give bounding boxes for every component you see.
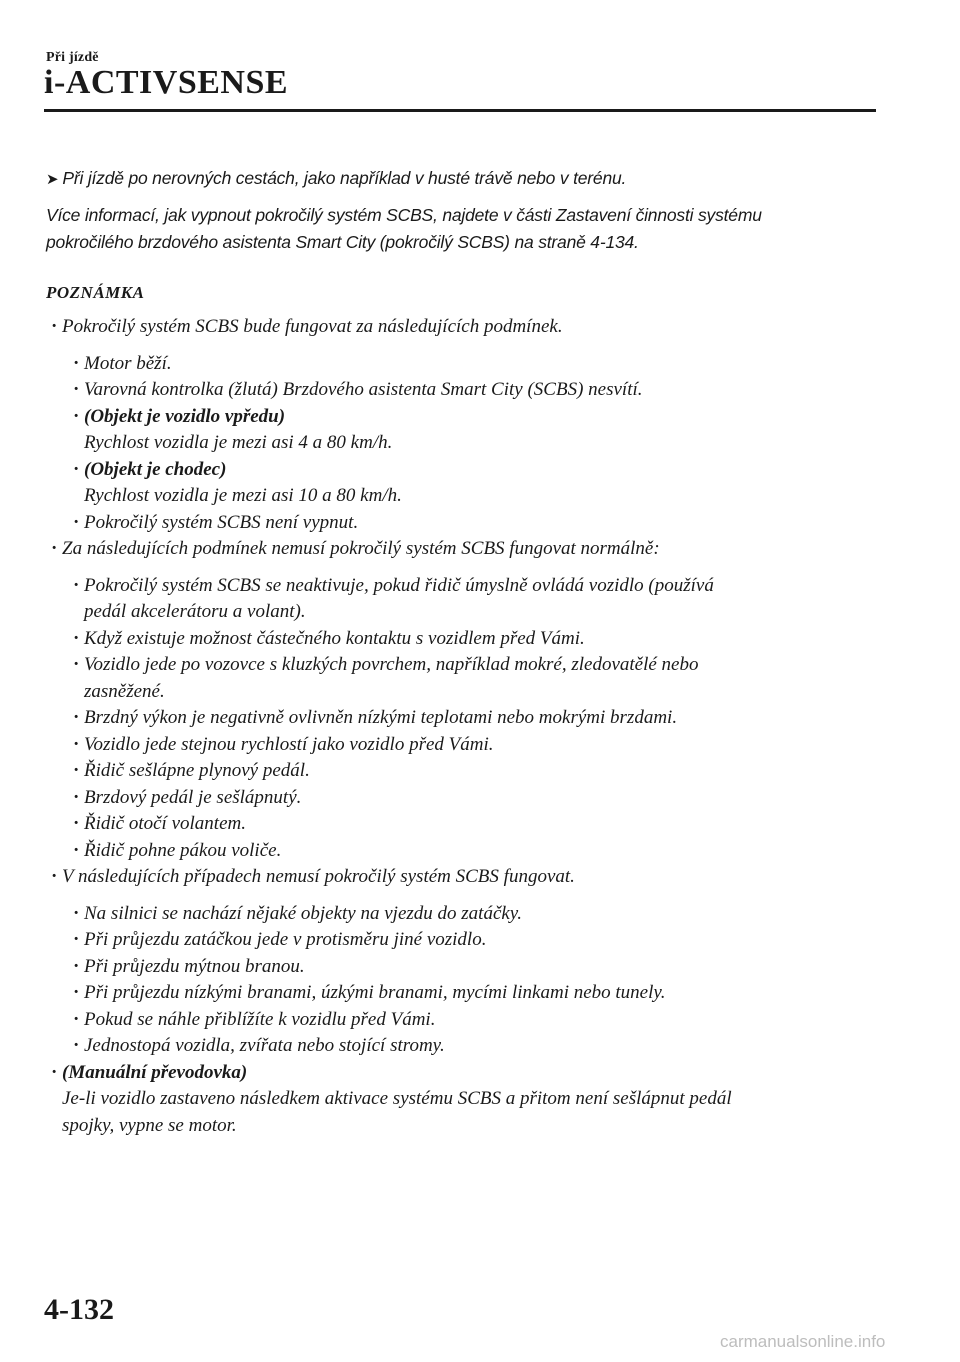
sub-item: · Brzdový pedál je sešlápnutý. (46, 785, 886, 812)
header-rule (44, 109, 876, 112)
sub-item: · Pokročilý systém SCBS není vypnut. (46, 510, 886, 537)
sub-item: · Vozidlo jede stejnou rychlostí jako vozidlo před Vámi. (46, 732, 886, 759)
sub-item: · Řidič otočí volantem. (46, 811, 886, 838)
bullet-icon: · (51, 538, 58, 559)
info-paragraph (46, 202, 886, 256)
bullet-icon: · (73, 511, 80, 533)
page-number: 4-132 (44, 1293, 114, 1326)
sub-item: · Na silnici se nachází nějaké objekty na vjezdu do zatáčky. (46, 901, 886, 928)
sub-item: · Vozidlo jede po vozovce s kluzkých povrchem, například mokré, zledovatělé nebo zasněžené. (73, 654, 699, 702)
info-line: Více informací, jak vypnout pokročilý systém SCBS, najdete v části Zastavení činnosti systému (46, 205, 762, 225)
chapter-title: i-ACTIVSENSE (44, 64, 289, 101)
bullet-icon: · (73, 955, 80, 977)
section-label: Při jízdě (46, 50, 99, 65)
bullet-icon: · (73, 1008, 80, 1030)
bullet-icon: · (73, 902, 80, 924)
bullet-icon: · (73, 1035, 80, 1056)
sub-item: · Řidič pohne pákou voliče. (46, 838, 886, 865)
sub-item-heading: (Objekt je vozidlo vpředu) (84, 405, 286, 427)
bullet-icon: · (73, 574, 80, 596)
note-item-heading: (Manuální převodovka) (62, 1061, 248, 1083)
bullet-icon: · (51, 866, 58, 887)
note-item: · (Manuální převodovka) Je-li vozidlo zastaveno následkem aktivace systému SCBS a přitom není sešlápnut pedál spojky, vypne se motor. (51, 1061, 732, 1136)
sub-item: · Pokud se náhle přiblížíte k vozidlu před Vámi. (46, 1007, 886, 1034)
bullet-icon: · (73, 760, 80, 781)
bullet-icon: · (73, 982, 80, 1003)
bullet-icon: · (73, 627, 80, 649)
sub-item: · Pokročilý systém SCBS se neaktivuje, pokud řidič úmyslně ovládá vozidlo (používá pedál akcelerátoru a volant). (73, 574, 714, 622)
note-item: · V následujících případech nemusí pokročilý systém SCBS fungovat. (46, 864, 886, 891)
note-item: · Pokročilý systém SCBS bude fungovat za následujících podmínek. (46, 314, 886, 341)
lead-bullet-text: Při jízdě po nerovných cestách, jako například v husté trávě nebo v terénu. (62, 168, 627, 188)
sub-item: · Jednostopá vozidla, zvířata nebo stojící stromy. (46, 1033, 886, 1060)
bullet-icon: · (73, 654, 80, 675)
sub-item: · Varovná kontrolka (žlutá) Brzdového asistenta Smart City (SCBS) nesvítí. (46, 377, 886, 404)
lead-bullet (46, 165, 886, 193)
sub-item: · (Objekt je vozidlo vpředu) Rychlost vozidla je mezi asi 4 a 80 km/h. (73, 405, 393, 453)
bullet-icon: · (73, 929, 80, 950)
bullet-icon: · (73, 786, 80, 808)
bullet-icon: · (73, 458, 80, 480)
info-line: pokročilého brzdového asistenta Smart City (pokročilý SCBS) na straně 4-134. (46, 232, 639, 252)
sub-item: · Řidič sešlápne plynový pedál. (46, 758, 886, 785)
bullet-icon: · (51, 316, 58, 337)
bullet-icon: · (73, 813, 80, 834)
sub-item: · Když existuje možnost částečného kontaktu s vozidlem před Vámi. (46, 626, 886, 653)
note-list (46, 314, 886, 1139)
sub-item-heading: (Objekt je chodec) (84, 458, 227, 480)
sub-item: · (Objekt je chodec) Rychlost vozidla je mezi asi 10 a 80 km/h. (73, 458, 402, 506)
bullet-icon: · (73, 707, 80, 728)
note-item: · Za následujících podmínek nemusí pokročilý systém SCBS fungovat normálně: (46, 536, 886, 563)
bullet-icon: · (73, 839, 80, 861)
sub-item: · Při průjezdu mýtnou branou. (46, 954, 886, 981)
bullet-icon: · (73, 733, 80, 755)
sub-item: · Při průjezdu zatáčkou jede v protisměru jiné vozidlo. (46, 927, 886, 954)
bullet-icon: · (51, 1061, 58, 1083)
watermark: carmanualsonline.info (720, 1332, 886, 1351)
bullet-icon: · (73, 379, 80, 400)
bullet-icon: · (73, 352, 80, 374)
sub-item: · Při průjezdu nízkými branami, úzkými branami, mycími linkami nebo tunely. (46, 980, 886, 1007)
sub-item: · Brzdný výkon je negativně ovlivněn nízkými teplotami nebo mokrými brzdami. (46, 705, 886, 732)
arrow-icon: ➤ (46, 171, 59, 188)
bullet-icon: · (73, 405, 80, 427)
sub-item: · Motor běží. (46, 351, 886, 378)
note-title: POZNÁMKA (46, 283, 145, 302)
